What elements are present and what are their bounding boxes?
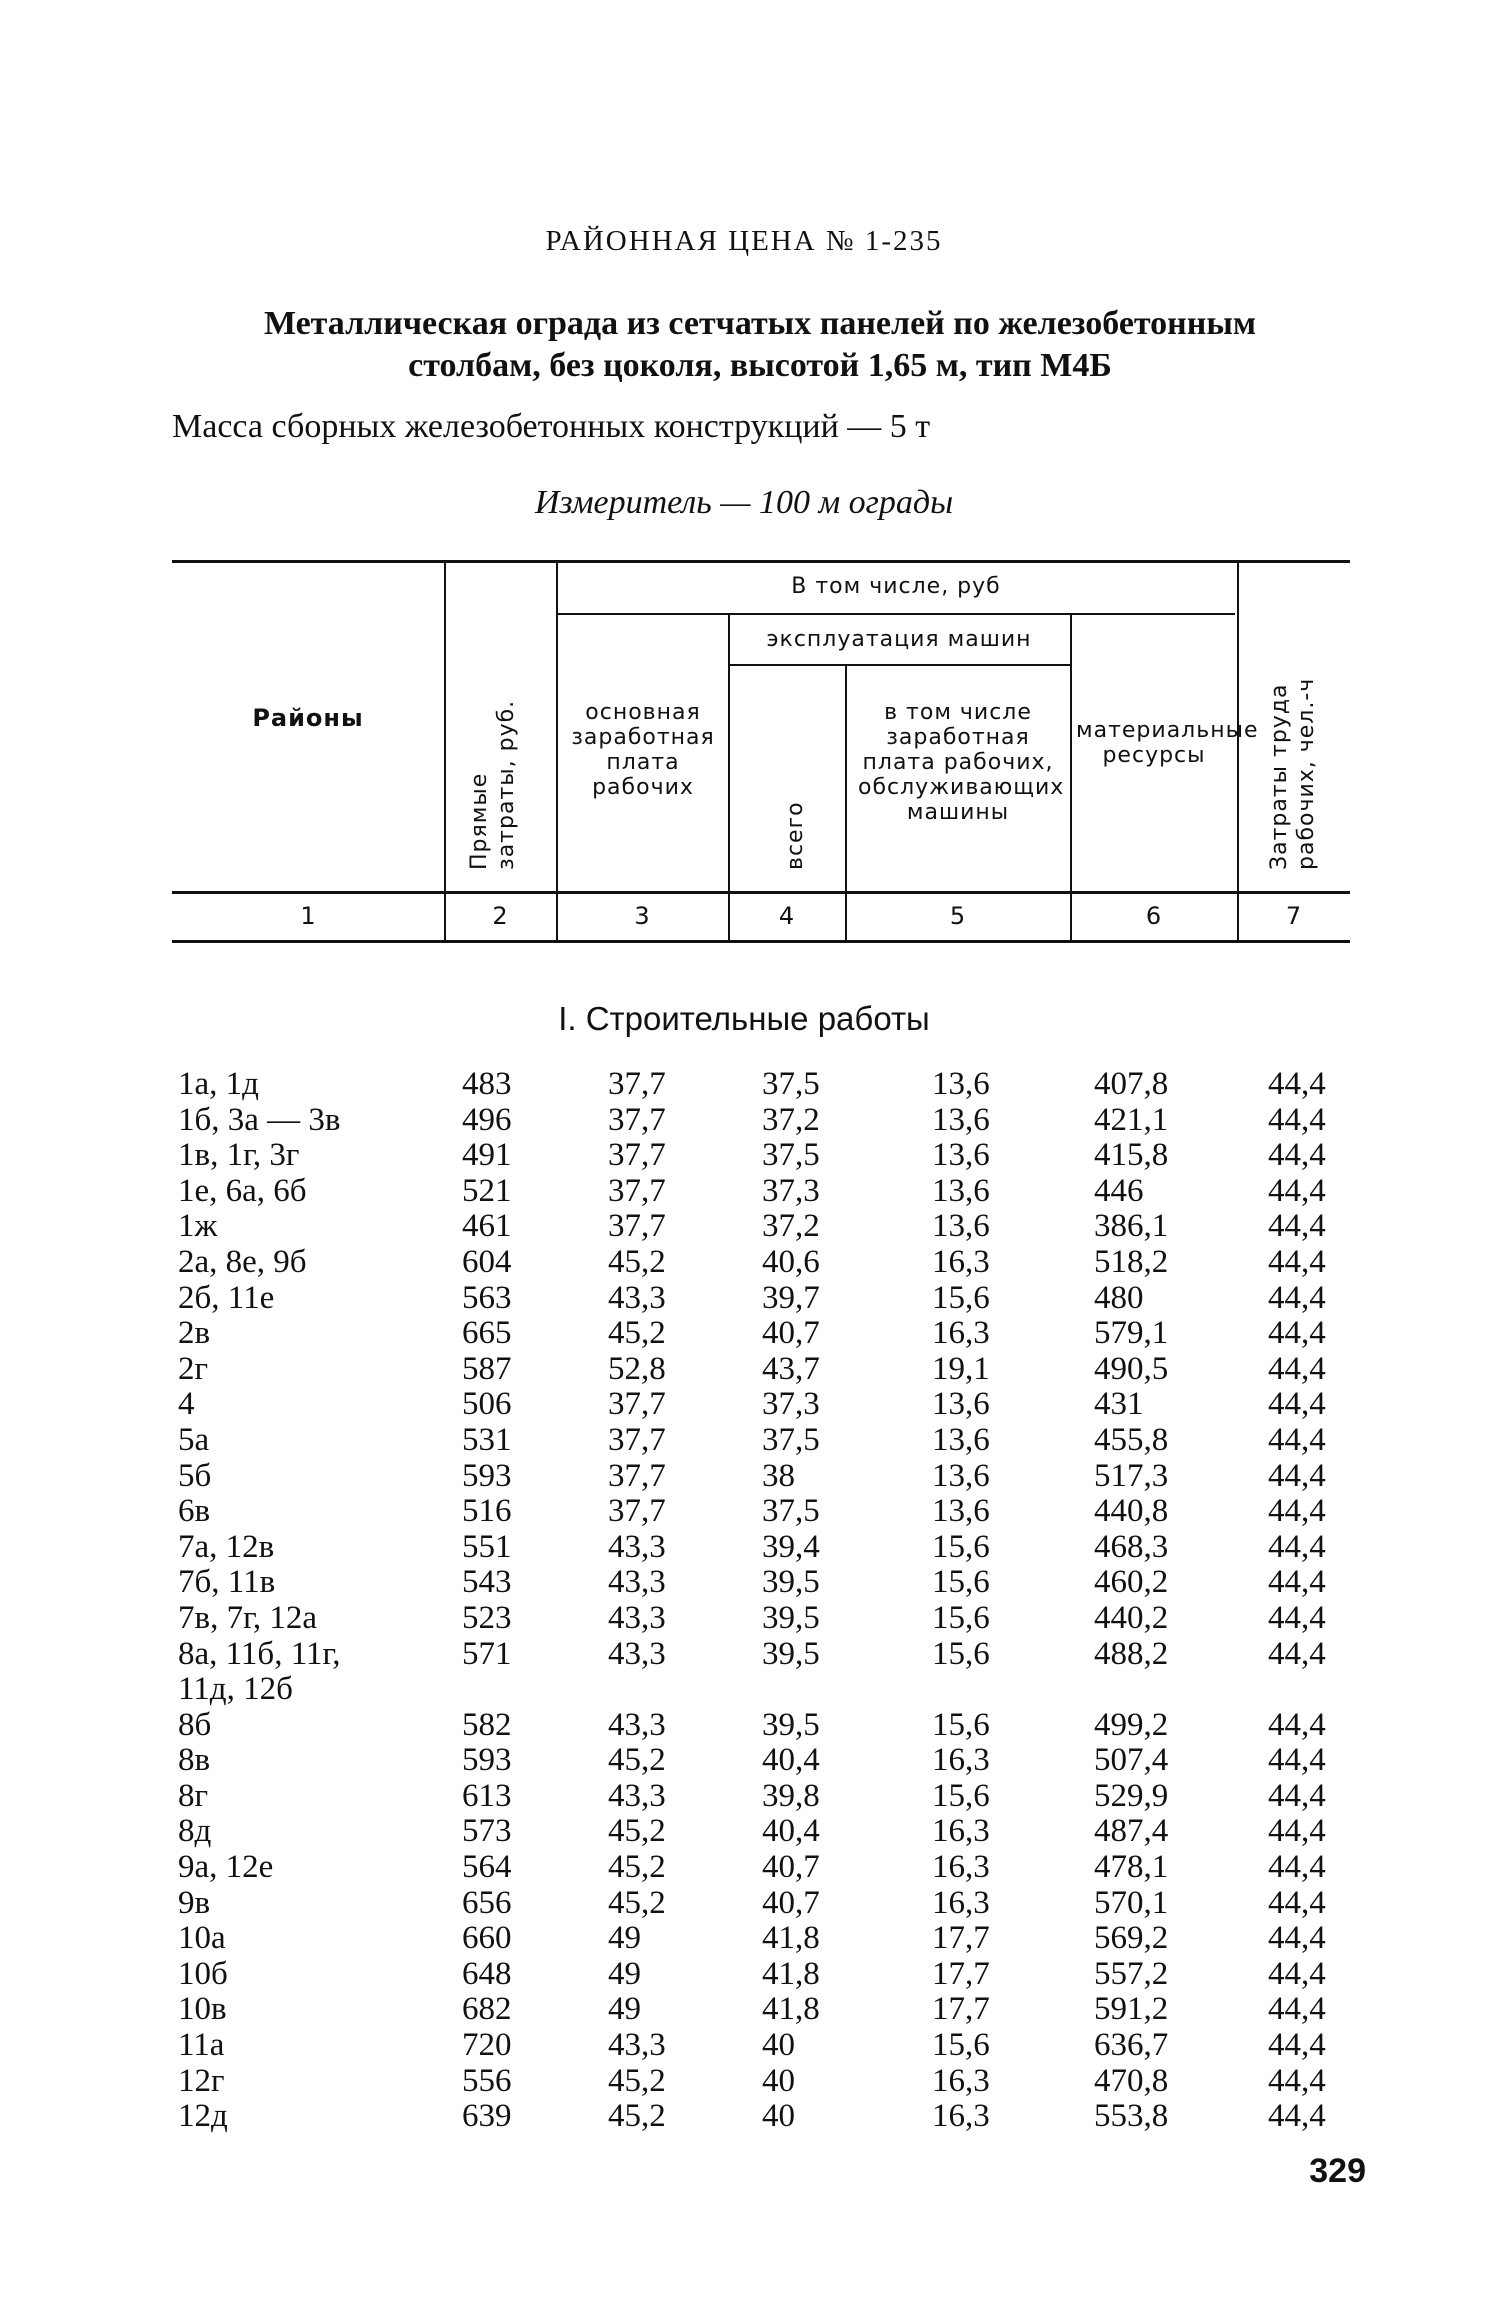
value-cell: 37,2 bbox=[762, 1208, 820, 1245]
value-cell: 440,2 bbox=[1094, 1599, 1169, 1636]
value-cell: 37,7 bbox=[608, 1066, 666, 1102]
value-cell: 517,3 bbox=[1094, 1457, 1169, 1494]
value-cell: 45,2 bbox=[608, 1884, 666, 1921]
value-cell: 37,3 bbox=[762, 1386, 820, 1423]
value-cell: 44,4 bbox=[1268, 1279, 1326, 1316]
value-cell: 16,3 bbox=[932, 1742, 990, 1779]
region-cell: 1ж bbox=[178, 1208, 218, 1245]
region-cell: 7в, 7г, 12а bbox=[178, 1599, 318, 1636]
value-cell: 44,4 bbox=[1268, 1350, 1326, 1387]
table-row bbox=[0, 2028, 1488, 2064]
header-group: В том числе, руб bbox=[791, 574, 1001, 599]
value-cell: 44,4 bbox=[1268, 1457, 1326, 1494]
value-cell: 470,8 bbox=[1094, 2062, 1169, 2099]
table-row bbox=[0, 1316, 1488, 1352]
value-cell: 44,4 bbox=[1268, 1386, 1326, 1423]
value-cell: 13,6 bbox=[932, 1101, 990, 1138]
header-materials: материальные ресурсы bbox=[1076, 718, 1259, 768]
value-cell: 40 bbox=[762, 2098, 795, 2135]
value-cell: 636,7 bbox=[1094, 2027, 1169, 2064]
table-row bbox=[0, 1138, 1488, 1174]
table-row bbox=[0, 1067, 1488, 1103]
value-cell: 557,2 bbox=[1094, 1955, 1169, 1992]
table-row bbox=[0, 1494, 1488, 1530]
col-divider-5 bbox=[1070, 615, 1072, 940]
value-cell: 40 bbox=[762, 2027, 795, 2064]
price-number-heading: РАЙОННАЯ ЦЕНА № 1-235 bbox=[545, 225, 943, 257]
value-cell: 39,4 bbox=[762, 1528, 820, 1565]
table-row bbox=[0, 2099, 1488, 2135]
value-cell: 16,3 bbox=[932, 2062, 990, 2099]
value-cell: 15,6 bbox=[932, 1706, 990, 1743]
table-row bbox=[0, 1957, 1488, 1993]
value-cell: 660 bbox=[462, 1920, 512, 1957]
value-cell: 499,2 bbox=[1094, 1706, 1169, 1743]
value-cell: 44,4 bbox=[1268, 1777, 1326, 1814]
region-cell: 10б bbox=[178, 1955, 228, 1992]
value-cell: 37,3 bbox=[762, 1172, 820, 1209]
value-cell: 431 bbox=[1094, 1386, 1144, 1423]
value-cell: 45,2 bbox=[608, 2062, 666, 2099]
value-cell: 543 bbox=[462, 1564, 512, 1601]
value-cell: 49 bbox=[608, 1991, 641, 2028]
table-row bbox=[0, 1387, 1488, 1423]
table-body bbox=[0, 1067, 1488, 2135]
machines-rule bbox=[728, 664, 1070, 666]
title-line-2: столбам, без цоколя, высотой 1,65 м, тип М4Б bbox=[408, 347, 1112, 384]
value-cell: 415,8 bbox=[1094, 1137, 1169, 1174]
value-cell: 43,3 bbox=[608, 1777, 666, 1814]
region-cell: 5а bbox=[178, 1421, 210, 1458]
region-cell: 10в bbox=[178, 1991, 227, 2028]
title-line-1: Металлическая ограда из сетчатых панелей по железобетонным bbox=[263, 305, 1257, 342]
value-cell: 43,3 bbox=[608, 1635, 666, 1672]
value-cell: 553,8 bbox=[1094, 2098, 1169, 2135]
region-cell: 1в, 1г, 3г bbox=[178, 1137, 300, 1174]
value-cell: 45,2 bbox=[608, 1849, 666, 1886]
value-cell: 43,7 bbox=[762, 1350, 820, 1387]
col-number-7: 7 bbox=[1285, 902, 1302, 930]
region-cell: 9а, 12е bbox=[178, 1849, 274, 1886]
col-divider-3 bbox=[728, 615, 730, 940]
table-row bbox=[0, 1281, 1488, 1317]
value-cell: 573 bbox=[462, 1813, 512, 1850]
region-cell: 12г bbox=[178, 2062, 225, 2099]
header-regions: Районы bbox=[252, 704, 364, 732]
value-cell: 45,2 bbox=[608, 1243, 666, 1280]
value-cell: 44,4 bbox=[1268, 1172, 1326, 1209]
value-cell: 44,4 bbox=[1268, 1742, 1326, 1779]
value-cell: 37,7 bbox=[608, 1386, 666, 1423]
table-row bbox=[0, 1423, 1488, 1459]
value-cell: 440,8 bbox=[1094, 1493, 1169, 1530]
value-cell: 407,8 bbox=[1094, 1066, 1169, 1102]
table-row bbox=[0, 1814, 1488, 1850]
value-cell: 571 bbox=[462, 1635, 512, 1672]
value-cell: 44,4 bbox=[1268, 1208, 1326, 1245]
value-cell: 44,4 bbox=[1268, 1849, 1326, 1886]
value-cell: 44,4 bbox=[1268, 1315, 1326, 1352]
header-direct-costs: Прямые затраты, руб. bbox=[467, 699, 519, 870]
value-cell: 45,2 bbox=[608, 1742, 666, 1779]
table-row bbox=[0, 1209, 1488, 1245]
col-number-4: 4 bbox=[778, 902, 795, 930]
col-divider-1 bbox=[444, 562, 446, 940]
value-cell: 43,3 bbox=[608, 1706, 666, 1743]
value-cell: 15,6 bbox=[932, 1528, 990, 1565]
value-cell: 15,6 bbox=[932, 2027, 990, 2064]
value-cell: 43,3 bbox=[608, 1528, 666, 1565]
region-cell: 7а, 12в bbox=[178, 1528, 275, 1565]
value-cell: 44,4 bbox=[1268, 1564, 1326, 1601]
value-cell: 39,5 bbox=[762, 1706, 820, 1743]
value-cell: 720 bbox=[462, 2027, 512, 2064]
table-row bbox=[0, 1637, 1488, 1708]
value-cell: 523 bbox=[462, 1599, 512, 1636]
col-divider-4 bbox=[845, 666, 847, 940]
col-number-5: 5 bbox=[949, 902, 966, 930]
col-number-2: 2 bbox=[492, 902, 508, 930]
value-cell: 460,2 bbox=[1094, 1564, 1169, 1601]
value-cell: 44,4 bbox=[1268, 1421, 1326, 1458]
value-cell: 40,4 bbox=[762, 1742, 820, 1779]
value-cell: 37,7 bbox=[608, 1421, 666, 1458]
header-machines-total: всего bbox=[783, 801, 808, 870]
region-cell: 10а bbox=[178, 1920, 226, 1957]
page-number: 329 bbox=[1309, 2152, 1366, 2190]
mass-note: Масса сборных железобетонных конструкций — 5 т bbox=[172, 408, 931, 445]
region-cell: 8д bbox=[178, 1813, 212, 1850]
value-cell: 44,4 bbox=[1268, 1493, 1326, 1530]
value-cell: 37,5 bbox=[762, 1421, 820, 1458]
value-cell: 682 bbox=[462, 1991, 512, 2028]
value-cell: 13,6 bbox=[932, 1421, 990, 1458]
value-cell: 16,3 bbox=[932, 1884, 990, 1921]
value-cell: 44,4 bbox=[1268, 1884, 1326, 1921]
region-cell: 7б, 11в bbox=[178, 1564, 276, 1601]
value-cell: 44,4 bbox=[1268, 1243, 1326, 1280]
value-cell: 49 bbox=[608, 1920, 641, 1957]
value-cell: 455,8 bbox=[1094, 1421, 1169, 1458]
col-number-3: 3 bbox=[634, 902, 650, 930]
value-cell: 40,6 bbox=[762, 1243, 820, 1280]
value-cell: 564 bbox=[462, 1849, 512, 1886]
value-cell: 44,4 bbox=[1268, 1137, 1326, 1174]
value-cell: 44,4 bbox=[1268, 1813, 1326, 1850]
region-cell: 2г bbox=[178, 1350, 209, 1387]
table-row bbox=[0, 1103, 1488, 1139]
value-cell: 556 bbox=[462, 2062, 512, 2099]
value-cell: 17,7 bbox=[932, 1955, 990, 1992]
value-cell: 16,3 bbox=[932, 1849, 990, 1886]
value-cell: 461 bbox=[462, 1208, 512, 1245]
value-cell: 468,3 bbox=[1094, 1528, 1169, 1565]
value-cell: 44,4 bbox=[1268, 1599, 1326, 1636]
table-row bbox=[0, 1565, 1488, 1601]
section-title: I. Строительные работы bbox=[558, 1000, 930, 1037]
header-machines: эксплуатация машин bbox=[766, 627, 1032, 652]
value-cell: 40,7 bbox=[762, 1315, 820, 1352]
value-cell: 446 bbox=[1094, 1172, 1144, 1209]
col-number-6: 6 bbox=[1145, 902, 1162, 930]
header-base-wage: основная заработная плата рабочих bbox=[571, 700, 715, 800]
value-cell: 490,5 bbox=[1094, 1350, 1169, 1387]
col-divider-6 bbox=[1237, 562, 1239, 940]
value-cell: 16,3 bbox=[932, 2098, 990, 2135]
table-row bbox=[0, 1743, 1488, 1779]
value-cell: 656 bbox=[462, 1884, 512, 1921]
table-row bbox=[0, 1459, 1488, 1495]
value-cell: 480 bbox=[1094, 1279, 1144, 1316]
value-cell: 13,6 bbox=[932, 1137, 990, 1174]
region-cell: 1а, 1д bbox=[178, 1066, 259, 1102]
value-cell: 518,2 bbox=[1094, 1243, 1169, 1280]
value-cell: 563 bbox=[462, 1279, 512, 1316]
value-cell: 52,8 bbox=[608, 1350, 666, 1387]
measure-note: Измеритель — 100 м ограды bbox=[534, 484, 954, 521]
value-cell: 593 bbox=[462, 1457, 512, 1494]
region-cell-continuation: 11д, 12б bbox=[178, 1671, 293, 1708]
region-cell: 8г bbox=[178, 1777, 209, 1814]
value-cell: 37,7 bbox=[608, 1172, 666, 1209]
value-cell: 386,1 bbox=[1094, 1208, 1169, 1245]
value-cell: 45,2 bbox=[608, 1315, 666, 1352]
value-cell: 49 bbox=[608, 1955, 641, 1992]
table-row bbox=[0, 1992, 1488, 2028]
value-cell: 19,1 bbox=[932, 1350, 990, 1387]
value-cell: 44,4 bbox=[1268, 2062, 1326, 2099]
col-number-1: 1 bbox=[300, 902, 316, 930]
value-cell: 16,3 bbox=[932, 1315, 990, 1352]
value-cell: 648 bbox=[462, 1955, 512, 1992]
value-cell: 37,7 bbox=[608, 1493, 666, 1530]
value-cell: 613 bbox=[462, 1777, 512, 1814]
region-cell: 6в bbox=[178, 1493, 211, 1530]
value-cell: 15,6 bbox=[932, 1564, 990, 1601]
value-cell: 44,4 bbox=[1268, 1066, 1326, 1102]
region-cell: 4 bbox=[178, 1386, 195, 1423]
value-cell: 15,6 bbox=[932, 1599, 990, 1636]
value-cell: 13,6 bbox=[932, 1208, 990, 1245]
table-row bbox=[0, 1352, 1488, 1388]
value-cell: 38 bbox=[762, 1457, 795, 1494]
table-row bbox=[0, 1708, 1488, 1744]
value-cell: 15,6 bbox=[932, 1635, 990, 1672]
value-cell: 13,6 bbox=[932, 1493, 990, 1530]
region-cell: 11а bbox=[178, 2027, 225, 2064]
value-cell: 16,3 bbox=[932, 1243, 990, 1280]
value-cell: 43,3 bbox=[608, 1564, 666, 1601]
value-cell: 496 bbox=[462, 1101, 512, 1138]
value-cell: 15,6 bbox=[932, 1777, 990, 1814]
value-cell: 529,9 bbox=[1094, 1777, 1169, 1814]
value-cell: 569,2 bbox=[1094, 1920, 1169, 1957]
value-cell: 44,4 bbox=[1268, 1528, 1326, 1565]
value-cell: 15,6 bbox=[932, 1279, 990, 1316]
value-cell: 521 bbox=[462, 1172, 512, 1209]
value-cell: 487,4 bbox=[1094, 1813, 1169, 1850]
value-cell: 551 bbox=[462, 1528, 512, 1565]
region-cell: 8а, 11б, 11г, bbox=[178, 1635, 341, 1672]
value-cell: 665 bbox=[462, 1315, 512, 1352]
value-cell: 17,7 bbox=[932, 1920, 990, 1957]
value-cell: 13,6 bbox=[932, 1172, 990, 1209]
value-cell: 587 bbox=[462, 1350, 512, 1387]
document-title bbox=[170, 303, 1350, 387]
region-cell: 8б bbox=[178, 1706, 212, 1743]
value-cell: 37,7 bbox=[608, 1137, 666, 1174]
region-cell: 2в bbox=[178, 1315, 211, 1352]
value-cell: 506 bbox=[462, 1386, 512, 1423]
numbers-bottom-rule bbox=[172, 940, 1350, 943]
value-cell: 40,4 bbox=[762, 1813, 820, 1850]
value-cell: 579,1 bbox=[1094, 1315, 1169, 1352]
value-cell: 39,7 bbox=[762, 1279, 820, 1316]
value-cell: 37,7 bbox=[608, 1101, 666, 1138]
value-cell: 488,2 bbox=[1094, 1635, 1169, 1672]
value-cell: 478,1 bbox=[1094, 1849, 1169, 1886]
value-cell: 44,4 bbox=[1268, 1706, 1326, 1743]
value-cell: 37,7 bbox=[608, 1208, 666, 1245]
group-rule bbox=[557, 613, 1235, 615]
value-cell: 531 bbox=[462, 1421, 512, 1458]
region-cell: 8в bbox=[178, 1742, 211, 1779]
value-cell: 421,1 bbox=[1094, 1101, 1169, 1138]
value-cell: 13,6 bbox=[932, 1457, 990, 1494]
region-cell: 1е, 6а, 6б bbox=[178, 1172, 307, 1209]
table-row bbox=[0, 1174, 1488, 1210]
value-cell: 44,4 bbox=[1268, 2098, 1326, 2135]
col-divider-2 bbox=[556, 562, 558, 940]
region-cell: 12д bbox=[178, 2098, 228, 2135]
table-row bbox=[0, 1530, 1488, 1566]
value-cell: 44,4 bbox=[1268, 1955, 1326, 1992]
region-cell: 5б bbox=[178, 1457, 212, 1494]
value-cell: 44,4 bbox=[1268, 2027, 1326, 2064]
header-labor: Затраты труда рабочих, чел.-ч bbox=[1267, 677, 1319, 870]
table-row bbox=[0, 1245, 1488, 1281]
value-cell: 41,8 bbox=[762, 1991, 820, 2028]
value-cell: 39,5 bbox=[762, 1599, 820, 1636]
value-cell: 593 bbox=[462, 1742, 512, 1779]
table-row bbox=[0, 1886, 1488, 1922]
value-cell: 45,2 bbox=[608, 1813, 666, 1850]
value-cell: 604 bbox=[462, 1243, 512, 1280]
value-cell: 37,7 bbox=[608, 1457, 666, 1494]
value-cell: 40,7 bbox=[762, 1884, 820, 1921]
value-cell: 37,2 bbox=[762, 1101, 820, 1138]
header-bottom-rule bbox=[172, 891, 1350, 894]
value-cell: 44,4 bbox=[1268, 1920, 1326, 1957]
value-cell: 39,5 bbox=[762, 1635, 820, 1672]
value-cell: 16,3 bbox=[932, 1813, 990, 1850]
value-cell: 491 bbox=[462, 1137, 512, 1174]
table-row bbox=[0, 1921, 1488, 1957]
value-cell: 43,3 bbox=[608, 1599, 666, 1636]
region-cell: 1б, 3а — 3в bbox=[178, 1101, 341, 1138]
table-row bbox=[0, 1601, 1488, 1637]
value-cell: 13,6 bbox=[932, 1066, 990, 1102]
value-cell: 40,7 bbox=[762, 1849, 820, 1886]
value-cell: 516 bbox=[462, 1493, 512, 1530]
value-cell: 37,5 bbox=[762, 1137, 820, 1174]
value-cell: 43,3 bbox=[608, 1279, 666, 1316]
value-cell: 39,8 bbox=[762, 1777, 820, 1814]
value-cell: 570,1 bbox=[1094, 1884, 1169, 1921]
table-row bbox=[0, 1850, 1488, 1886]
value-cell: 43,3 bbox=[608, 2027, 666, 2064]
value-cell: 44,4 bbox=[1268, 1635, 1326, 1672]
value-cell: 13,6 bbox=[932, 1386, 990, 1423]
value-cell: 41,8 bbox=[762, 1920, 820, 1957]
value-cell: 37,5 bbox=[762, 1066, 820, 1102]
value-cell: 17,7 bbox=[932, 1991, 990, 2028]
region-cell: 2а, 8е, 9б bbox=[178, 1243, 307, 1280]
value-cell: 37,5 bbox=[762, 1493, 820, 1530]
table-row bbox=[0, 1779, 1488, 1815]
value-cell: 45,2 bbox=[608, 2098, 666, 2135]
header-top-rule bbox=[172, 560, 1350, 563]
value-cell: 639 bbox=[462, 2098, 512, 2135]
value-cell: 483 bbox=[462, 1066, 512, 1102]
table-row bbox=[0, 2064, 1488, 2100]
value-cell: 44,4 bbox=[1268, 1991, 1326, 2028]
region-cell: 9в bbox=[178, 1884, 211, 1921]
value-cell: 44,4 bbox=[1268, 1101, 1326, 1138]
value-cell: 39,5 bbox=[762, 1564, 820, 1601]
value-cell: 41,8 bbox=[762, 1955, 820, 1992]
region-cell: 2б, 11е bbox=[178, 1279, 275, 1316]
header-machine-wages: в том числе заработная плата рабочих, обслуживающих машины bbox=[858, 700, 1065, 825]
value-cell: 40 bbox=[762, 2062, 795, 2099]
value-cell: 582 bbox=[462, 1706, 512, 1743]
value-cell: 591,2 bbox=[1094, 1991, 1169, 2028]
value-cell: 507,4 bbox=[1094, 1742, 1169, 1779]
